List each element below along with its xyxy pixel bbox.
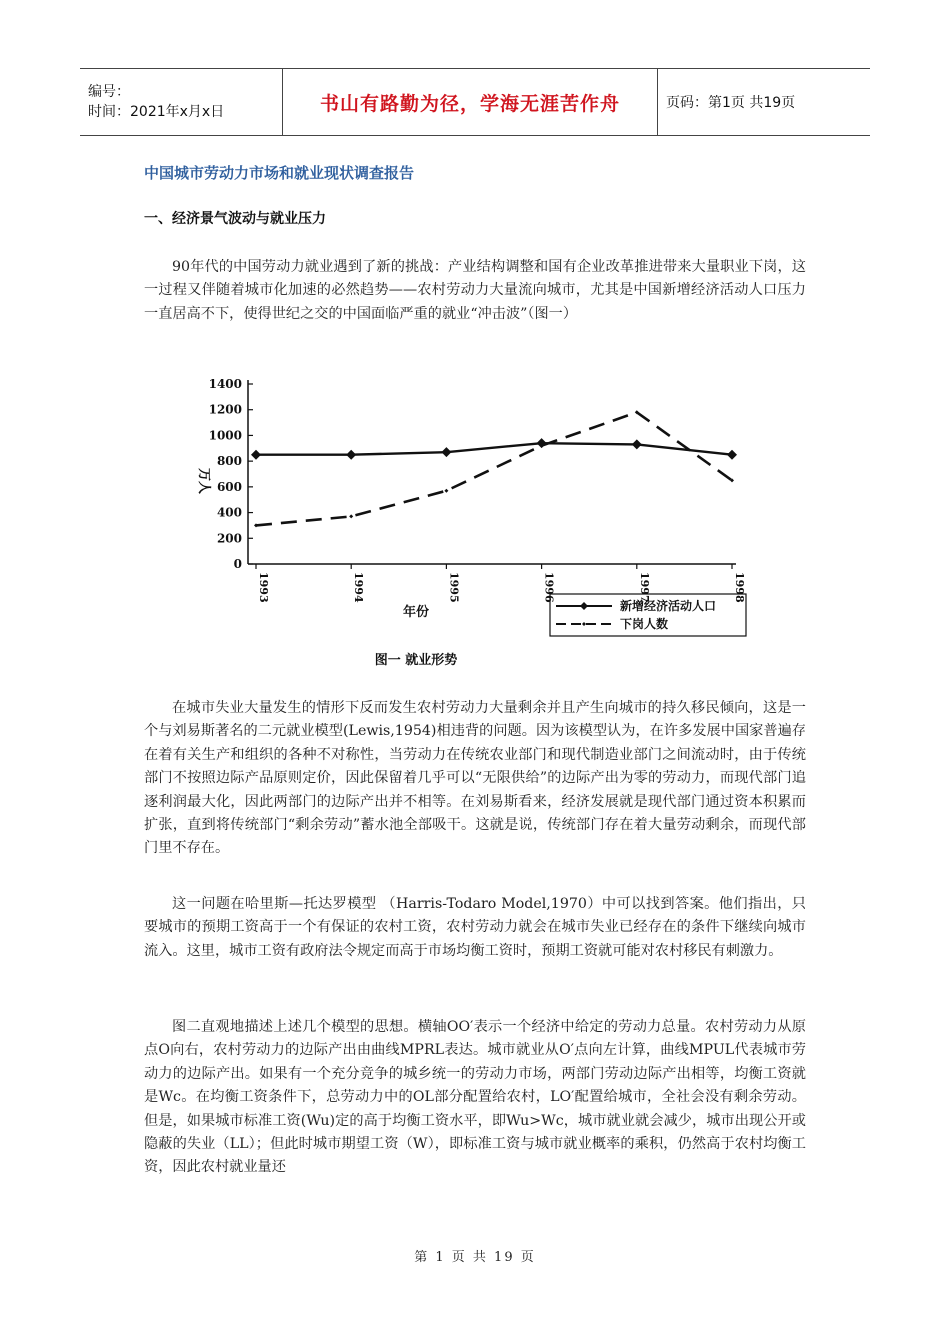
y-tick-label: 1400 <box>208 377 242 391</box>
y-axis-label: 万人 <box>196 468 211 495</box>
motto-text: 书山有路勤为径，学海无涯苦作舟 <box>319 92 620 115</box>
paragraph-4: 图二直观地描述上述几个模型的思想。横轴OO′表示一个经济中给定的劳动力总量。农村劳动力从原点O向右，农村劳动力的边际产出由曲线MPRL表达。城市就业从O′点向左计算，曲线MPUL代表城市劳动力的边际产出。如果有一个充分竞争的城乡统一的劳动力市场，两部门劳动边际产出相等，均衡工资就是Wc。在均衡工资条件下，总劳动力中的OL部分配置给农村，LO′配置给城市，全社会没有剩余劳动。但是，如果城市标准工资(Wu)定的高于均衡工资水平，即Wu>Wc，城市就业就会减少，城市出现公开或隐蔽的失业（LL）；但此时城市期望工资（W），即标准工资与城市就业概率的乘积，仍然高于农村均衡工资，因此农村就业量还 <box>144 1019 806 1176</box>
data-point <box>727 450 737 460</box>
legend-label-1: 新增经济活动人口 <box>620 599 717 613</box>
y-tick-label: 600 <box>216 479 242 494</box>
series-line-1 <box>256 443 732 455</box>
y-tick-label: 400 <box>216 505 242 520</box>
legend-marker-2 <box>582 622 586 626</box>
y-tick-label: 1200 <box>208 402 242 417</box>
page-header <box>80 68 870 136</box>
document-title: 中国城市劳动力市场和就业现状调查报告 <box>144 164 415 182</box>
data-point <box>444 489 448 493</box>
y-tick-label: 800 <box>216 454 242 469</box>
legend-label-2: 下岗人数 <box>620 617 669 631</box>
x-axis-label: 年份 <box>402 605 430 620</box>
paragraph-2: 在城市失业大量发生的情形下反而发生农村劳动力大量剩余并且产生向城市的持久移民倾向，这是一个与刘易斯著名的二元就业模型(Lewis,1954)相违背的问题。因为该模型认为，在许多发展中国家普遍存在着有关生产和组织的各种不对称性，当劳动力在传统农业部门和现代制造业部门之间流动时，由于传统部门不按照边际产品原则定价，因此保留着几乎可以“无限供给”的边际产出为零的劳动力，而现代部门追逐利润最大化，因此两部门的边际产出并不相等。在刘易斯看来，经济发展就是现代部门通过资本积累而扩张，直到将传统部门“剩余劳动”蓄水池全部吸干。这就是说，传统部门存在着大量劳动剩余，而现代部门里不存在。 <box>144 700 806 857</box>
y-tick-label: 0 <box>233 557 242 571</box>
chart-caption: 图一 就业形势 <box>374 653 458 668</box>
y-tick-label: 200 <box>216 531 242 546</box>
x-tick-label: 1998 <box>733 572 746 603</box>
x-tick-label: 1994 <box>352 572 366 603</box>
section-heading: 一、经济景气波动与就业压力 <box>144 211 326 227</box>
data-point <box>441 447 451 457</box>
x-tick-label: 1995 <box>447 572 461 603</box>
legend-marker-1 <box>580 602 588 610</box>
number-label: 编号： <box>88 84 130 100</box>
employment-chart <box>190 368 750 676</box>
header-meta <box>80 69 282 135</box>
x-tick-label: 1996 <box>542 572 556 603</box>
paragraph-3: 这一问题在哈里斯—托达罗模型 （Harris-Todaro Model,1970）中可以找到答案。他们指出，只要城市的预期工资高于一个有保证的农村工资，农村劳动力就会在城市失业已经存在的条件下继续向城市流入。这里，城市工资有政府法令规定而高于市场均衡工资时，预期工资就可能对农村移民有刺激力。 <box>144 896 806 959</box>
date-label: 时间：2021年x月x日 <box>88 104 225 120</box>
data-point <box>349 514 353 518</box>
paragraph-1: 90年代的中国劳动力就业遇到了新的挑战：产业结构调整和国有企业改革推进带来大量职业下岗，这一过程又伴随着城市化加速的必然趋势——农村劳动力大量流向城市，尤其是中国新增经济活动人口压力一直居高不下，使得世纪之交的中国面临严重的就业“冲击波”（图一） <box>144 259 806 322</box>
series-line-2 <box>256 412 732 525</box>
header-page-info <box>658 69 870 135</box>
data-point <box>632 439 642 449</box>
header-motto <box>282 69 658 135</box>
data-point <box>346 450 356 460</box>
page-info-text: 页码：第1页 共19页 <box>666 95 796 111</box>
data-point <box>251 450 261 460</box>
x-tick-label: 1993 <box>257 572 270 603</box>
y-tick-label: 1000 <box>208 428 242 443</box>
x-tick-label: 1997 <box>637 572 651 603</box>
page-footer: 第 1 页 共 19 页 <box>414 1250 536 1265</box>
